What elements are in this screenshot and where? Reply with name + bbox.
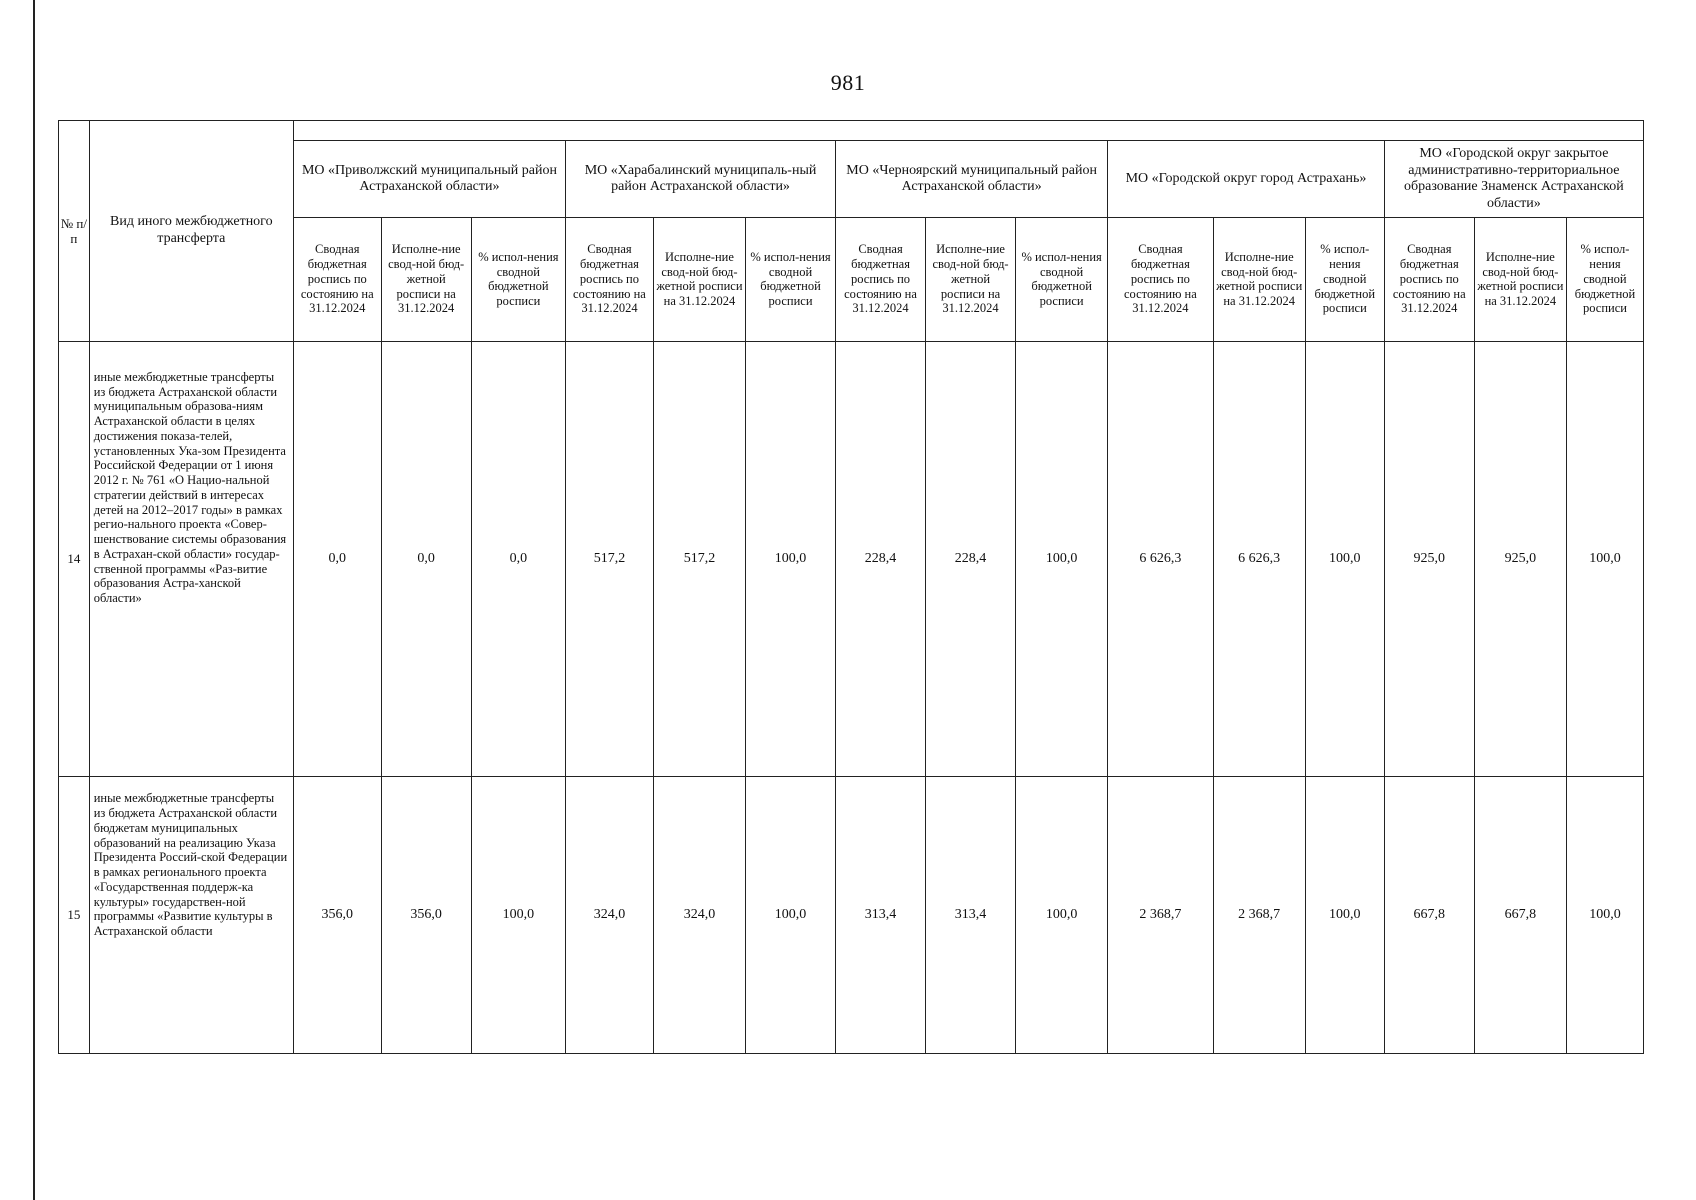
subheader-plan: Сводная бюджетная роспись по состоянию на 31.12.2024 — [566, 217, 654, 341]
value-cell: 228,4 — [836, 341, 926, 776]
subheader-execution: Исполне-ние свод-ной бюд-жетной росписи на 31.12.2024 — [653, 217, 745, 341]
subheader-percent: % испол-нения сводной бюджетной росписи — [746, 217, 836, 341]
value-cell: 100,0 — [1566, 777, 1643, 1054]
subheader-plan: Сводная бюджетная роспись по состоянию на 31.12.2024 — [293, 217, 381, 341]
mo-header-astrakhan: МО «Городской округ город Астрахань» — [1108, 141, 1385, 217]
subcolumn-header-row — [59, 217, 1644, 341]
value-cell: 324,0 — [566, 777, 654, 1054]
municipality-header-row — [59, 141, 1644, 217]
value-cell: 925,0 — [1384, 341, 1474, 776]
value-cell: 100,0 — [1305, 777, 1384, 1054]
subheader-execution: Исполне-ние свод-ной бюд-жетной росписи на 31.12.2024 — [926, 217, 1016, 341]
subheader-execution: Исполне-ние свод-ной бюд-жетной росписи на 31.12.2024 — [1474, 217, 1566, 341]
value-cell: 100,0 — [471, 777, 565, 1054]
num-header: № п/п — [59, 121, 90, 342]
value-cell: 356,0 — [293, 777, 381, 1054]
subheader-execution: Исполне-ние свод-ной бюд-жетной росписи на 31.12.2024 — [1213, 217, 1305, 341]
subheader-percent: % испол-нения сводной бюджетной росписи — [1305, 217, 1384, 341]
value-cell: 100,0 — [1016, 777, 1108, 1054]
value-cell: 100,0 — [1016, 341, 1108, 776]
value-cell: 0,0 — [471, 341, 565, 776]
subheader-plan: Сводная бюджетная роспись по состоянию на 31.12.2024 — [1384, 217, 1474, 341]
value-cell: 313,4 — [836, 777, 926, 1054]
value-cell: 0,0 — [293, 341, 381, 776]
table-row — [59, 341, 1644, 776]
value-cell: 6 626,3 — [1108, 341, 1213, 776]
value-cell: 517,2 — [566, 341, 654, 776]
mo-header-kharabalinsky: МО «Харабалинский муниципаль-ный район Астраханской области» — [566, 141, 836, 217]
page-number: 981 — [830, 70, 866, 95]
value-cell: 228,4 — [926, 341, 1016, 776]
value-cell: 6 626,3 — [1213, 341, 1305, 776]
type-header: Вид иного межбюджетного трансферта — [89, 121, 293, 342]
subheader-plan: Сводная бюджетная роспись по состоянию на 31.12.2024 — [1108, 217, 1213, 341]
value-cell: 2 368,7 — [1108, 777, 1213, 1054]
transfer-description: иные межбюджетные трансферты из бюджета Астраханской области муниципальным образова-ниям Астраханской области в целях достижения показа-телей, установленных Ука-зом Президента Российской Федерации от 1 июня 2012 г. № 761 «О Нацио-нальной стратегии действий в интересах детей на 2012–2017 годы» в рамках регио-нального проекта «Совер-шенствование системы образования в Астрахан-ской области» государ-ственной программы «Раз-витие образования Астра-ханской области» — [89, 341, 293, 776]
value-cell: 100,0 — [1305, 341, 1384, 776]
subheader-percent: % испол-нения сводной бюджетной росписи — [471, 217, 565, 341]
subheader-plan: Сводная бюджетная роспись по состоянию на 31.12.2024 — [836, 217, 926, 341]
value-cell: 100,0 — [746, 341, 836, 776]
header-top-strip — [59, 121, 1644, 141]
header-spacer — [293, 121, 1643, 141]
subheader-percent: % испол-нения сводной бюджетной росписи — [1566, 217, 1643, 341]
mo-header-znamensk: МО «Городской округ закрытое административно-территориальное образование Знаменск Астраханской области» — [1384, 141, 1643, 217]
value-cell: 324,0 — [653, 777, 745, 1054]
value-cell: 313,4 — [926, 777, 1016, 1054]
subheader-percent: % испол-нения сводной бюджетной росписи — [1016, 217, 1108, 341]
mo-header-privolzhsky: МО «Приволжский муниципальный район Астраханской области» — [293, 141, 565, 217]
value-cell: 0,0 — [381, 341, 471, 776]
value-cell: 667,8 — [1384, 777, 1474, 1054]
value-cell: 100,0 — [1566, 341, 1643, 776]
table-row — [59, 777, 1644, 1054]
row-number: 14 — [59, 341, 90, 776]
transfer-description: иные межбюджетные трансферты из бюджета Астраханской области бюджетам муниципальных образований на реализацию Указа Президента Россий-ской Федерации в рамках регионального проекта «Государственная поддерж-ка культуры» государствен-ной программы «Развитие культуры в Астраханской области — [89, 777, 293, 1054]
budget-table — [58, 120, 1644, 1054]
mo-header-chernoyarsky: МО «Черноярский муниципальный район Астраханской области» — [836, 141, 1108, 217]
value-cell: 517,2 — [653, 341, 745, 776]
value-cell: 667,8 — [1474, 777, 1566, 1054]
value-cell: 356,0 — [381, 777, 471, 1054]
value-cell: 2 368,7 — [1213, 777, 1305, 1054]
subheader-execution: Исполне-ние свод-ной бюд-жетной росписи на 31.12.2024 — [381, 217, 471, 341]
value-cell: 925,0 — [1474, 341, 1566, 776]
row-number: 15 — [59, 777, 90, 1054]
value-cell: 100,0 — [746, 777, 836, 1054]
binding-line — [33, 0, 35, 1200]
